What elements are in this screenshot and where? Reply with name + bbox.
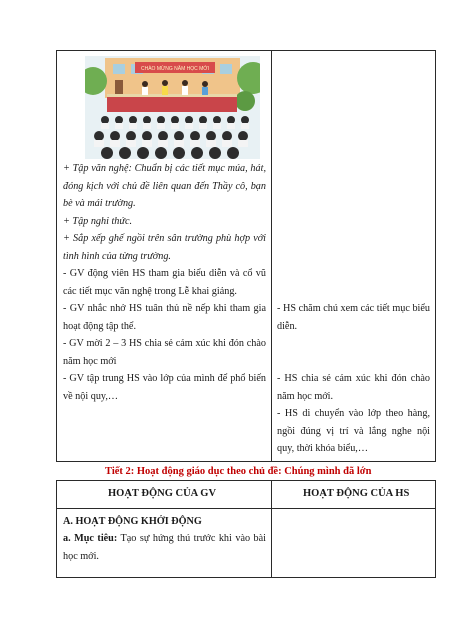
right-line-1: - HS chăm chú xem các tiết mục biểu [277, 303, 430, 314]
left-line-8: các tiết mục văn nghệ trong Lễ khai giảng. [63, 286, 237, 297]
goal-label: a. Mục tiêu: [63, 533, 118, 544]
left-line-1: + Tập văn nghệ: Chuẩn bị các tiết mục múa, hát, [63, 163, 266, 174]
banner-text: CHÀO MỪNG NĂM HỌC MỚI [140, 66, 210, 72]
goal-line-2: học mới. [63, 551, 99, 562]
right-line-4: năm học mới. [277, 391, 334, 402]
bottom-body-hs-cell [271, 508, 436, 578]
left-line-12: năm học mới [63, 356, 117, 367]
left-line-9: - GV nhắc nhở HS tuân thủ nề nếp khi tham gia [63, 303, 266, 314]
column-header-gv: HOẠT ĐỘNG CỦA GV [108, 488, 217, 499]
left-line-4: + Tập nghi thức. [63, 216, 133, 227]
goal-text-1: Tạo sự hứng thú trước khi vào bài [117, 533, 266, 544]
column-header-hs: HOẠT ĐỘNG CỦA HS [303, 488, 410, 499]
left-line-13: - GV tập trung HS vào lớp của mình để phổ biến [63, 373, 266, 384]
right-line-2: diễn. [277, 321, 298, 332]
left-line-10: hoạt động tập thể. [63, 321, 136, 332]
left-line-5: + Sắp xếp ghế ngồi trên sân trường phù hợp với [63, 233, 266, 244]
section-heading: Tiết 2: Hoạt động giáo dục theo chủ đề: Chúng mình đã lớn [105, 466, 372, 477]
left-line-6: tình hình của từng trường. [63, 251, 171, 262]
left-line-11: - GV mời 2 – 3 HS chia sẻ cảm xúc khi đón chào [63, 338, 266, 349]
right-line-5: - HS di chuyển vào lớp theo hàng, [277, 408, 430, 419]
left-line-3: bè và mái trường. [63, 198, 136, 209]
school-opening-illustration [85, 56, 260, 159]
right-line-3: - HS chia sẻ cảm xúc khi đón chào [277, 373, 430, 384]
right-line-6: ngồi đúng vị trí và lắng nghe nội [277, 426, 430, 437]
warmup-section-title: A. HOẠT ĐỘNG KHỞI ĐỘNG [63, 516, 202, 527]
left-line-7: - GV động viên HS tham gia biểu diễn và cổ vũ [63, 268, 266, 279]
right-line-7: quy, thời khóa biểu,… [277, 443, 369, 454]
left-line-14: về nội quy,… [63, 391, 119, 402]
goal-line-1 [63, 530, 266, 548]
left-line-2: đóng kịch với chủ đề liên quan đến Thầy cô, bạn [63, 181, 266, 192]
